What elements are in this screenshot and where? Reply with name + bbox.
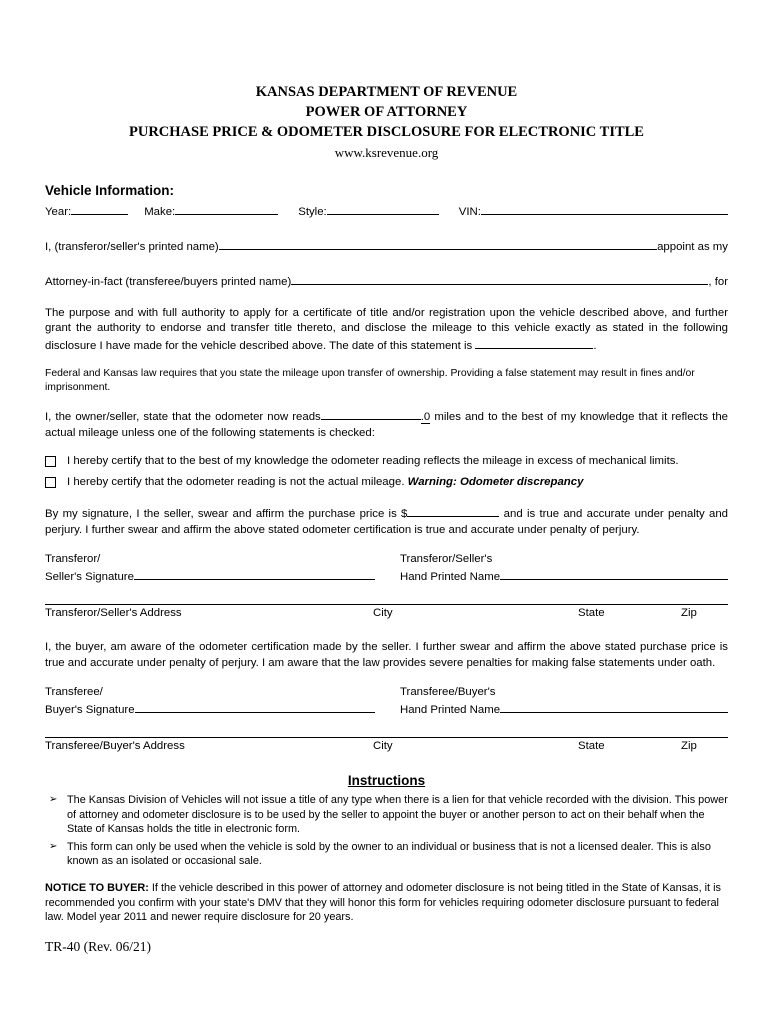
buyer-address-section (45, 737, 728, 755)
seller-zip-label: Zip (681, 607, 697, 619)
seller-address-section (45, 604, 728, 622)
odometer-reading-input[interactable] (321, 408, 421, 420)
buyer-signature-block (45, 685, 375, 718)
form-title: POWER OF ATTORNEY (305, 104, 468, 120)
statement-date-input[interactable] (475, 337, 593, 349)
arrow-bullet-icon: ➢ (49, 794, 58, 805)
instruction-bullet-1 (45, 793, 728, 837)
odometer-discrepancy-label (67, 475, 728, 491)
notice-to-buyer-paragraph (45, 881, 728, 925)
buyer-certification-paragraph: I, the buyer, am aware of the odometer certification made by the seller. I further swear and affirm the above stated purchase price is true and accurate under penalty of perjury. I am aware that the law provides severe penalties for making false statements under oath. (45, 641, 728, 669)
purpose-paragraph (45, 306, 728, 355)
seller-signature-block (45, 552, 375, 585)
mileage-excess-checkbox[interactable] (45, 456, 56, 467)
odometer-discrepancy-text: I hereby certify that the odometer reading is not the actual mileage. (67, 475, 405, 488)
buyer-address-label: Transferee/Buyer's Address (45, 740, 185, 752)
seller-certification-text-continued: and is true and accurate under penalty and perjury. I further swear and affirm the above stated odometer certification is true and accurate under penalty of perjury. (45, 508, 728, 536)
purpose-text: The purpose and with full authority to apply for a certificate of title and/or registration upon the vehicle described above, and further grant the authority to endorse and transfer title thereto, and disclose the mileage to this vehicle exactly as stated in the following disclosure I have made for the vehicle described above. The date of this statement is (45, 306, 728, 352)
vin-label: VIN: (458, 206, 481, 218)
notice-to-buyer-label: NOTICE TO BUYER: (45, 881, 149, 894)
odometer-decimal-suffix: .0 (420, 411, 431, 423)
for-label: , for (708, 276, 728, 288)
style-label: Style: (298, 206, 327, 218)
buyer-hand-printed-line (400, 701, 728, 719)
make-label: Make: (144, 206, 176, 218)
odometer-discrepancy-checkbox[interactable] (45, 477, 56, 488)
odometer-reading-text: I, the owner/seller, state that the odometer now reads (45, 411, 321, 423)
form-header (45, 82, 728, 162)
mileage-excess-row (45, 454, 728, 470)
seller-printed-name-label: I, (transferor/seller's printed name) (45, 240, 219, 253)
seller-signature-label: Seller's Signature (45, 570, 134, 583)
transferor-label: Transferor/ (45, 553, 101, 565)
seller-hand-printed-input[interactable] (500, 568, 728, 580)
arrow-bullet-icon: ➢ (49, 840, 58, 852)
buyer-address-labels (45, 738, 728, 755)
seller-printed-block (400, 552, 728, 585)
seller-signature-input[interactable] (134, 568, 375, 580)
purchase-price-input[interactable] (407, 505, 499, 517)
buyer-signature-line (45, 701, 375, 719)
seller-hand-printed-line (400, 568, 728, 586)
seller-signature-section (45, 552, 728, 585)
seller-printed-name-line (45, 238, 728, 256)
attorney-in-fact-line (45, 273, 728, 291)
instructions-heading (45, 772, 728, 790)
purpose-period: . (593, 339, 597, 352)
mileage-excess-label: I hereby certify that to the best of my knowledge the odometer reading reflects the mileage in excess of mechanical limits. (67, 455, 679, 467)
odometer-reading-paragraph (45, 408, 728, 441)
seller-state-label: State (578, 607, 605, 619)
seller-hand-printed-label: Hand Printed Name (400, 570, 501, 583)
odometer-reading-text-continued: miles and to the best of my knowledge that it reflects the actual mileage unless one of the following statements is checked: (45, 411, 728, 439)
form-number: TR-40 (Rev. 06/21) (45, 938, 151, 954)
seller-printed-name-input[interactable] (219, 238, 657, 250)
seller-signature-line (45, 568, 375, 586)
buyer-state-label: State (578, 740, 605, 752)
year-label: Year: (45, 206, 72, 218)
buyer-city-label: City (373, 740, 393, 752)
seller-address-labels (45, 605, 728, 622)
attorney-in-fact-label: Attorney-in-fact (transferee/buyers printed name) (45, 276, 292, 288)
instruction-bullet-2-text: This form can only be used when the vehicle is sold by the owner to an individual or business that is not a licensed dealer. This is also known as an isolated or occasional sale. (67, 840, 711, 868)
agency-title: KANSAS DEPARTMENT OF REVENUE (255, 84, 518, 100)
vin-input[interactable] (481, 203, 728, 215)
buyer-signature-section (45, 685, 728, 718)
make-input[interactable] (175, 203, 278, 215)
seller-address-label: Transferor/Seller's Address (45, 607, 182, 619)
buyer-zip-label: Zip (681, 740, 697, 752)
buyer-hand-printed-label: Hand Printed Name (400, 703, 501, 716)
transferor-sellers-label: Transferor/Seller's (400, 553, 493, 565)
attorney-in-fact-input[interactable] (291, 273, 708, 285)
instruction-bullet-2 (45, 840, 728, 869)
instruction-bullet-1-text: The Kansas Division of Vehicles will not issue a title of any type when there is a lien for that vehicle recorded with the division. This power of attorney and odometer disclosure is to be used by the seller to appoint the buyer or another person to act on their behalf when the State of Kansas holds the title in electronic form. (67, 794, 728, 836)
odometer-discrepancy-row (45, 475, 728, 491)
buyer-signature-input[interactable] (135, 701, 375, 713)
vehicle-information-heading: Vehicle Information: (45, 183, 175, 198)
purchase-price-text: By my signature, I the seller, swear and affirm the purchase price is $ (45, 508, 408, 520)
instructions-heading-text: Instructions (347, 773, 426, 788)
federal-law-paragraph: Federal and Kansas law requires that you state the mileage upon transfer of ownership. Providing a false statement may result in fines and/or imprisonment. (45, 368, 695, 393)
notice-to-buyer-text: If the vehicle described in this power of attorney and odometer disclosure is not being titled in the State of Kansas, it is recommended you confirm with your state's DMV that they will honor this form for vehicles requiring odometer disclosure pursuant to federal law. Model year 2011 and newer require disclosure for 20 years. (45, 881, 721, 924)
odometer-discrepancy-warning: Warning: Odometer discrepancy (407, 475, 584, 488)
agency-website: www.ksrevenue.org (334, 145, 439, 160)
year-input[interactable] (71, 203, 128, 215)
buyer-hand-printed-input[interactable] (500, 701, 728, 713)
vehicle-info-row (45, 203, 728, 221)
transferee-label: Transferee/ (45, 686, 103, 698)
seller-certification-paragraph (45, 505, 728, 538)
form-subtitle: PURCHASE PRICE & ODOMETER DISCLOSURE FOR ELECTRONIC TITLE (129, 124, 644, 140)
appoint-as-my-label: appoint as my (657, 240, 728, 253)
style-input[interactable] (327, 203, 439, 215)
buyer-printed-block (400, 685, 728, 718)
transferee-buyers-label: Transferee/Buyer's (400, 686, 496, 698)
buyer-signature-label: Buyer's Signature (45, 703, 135, 716)
seller-city-label: City (373, 607, 393, 619)
